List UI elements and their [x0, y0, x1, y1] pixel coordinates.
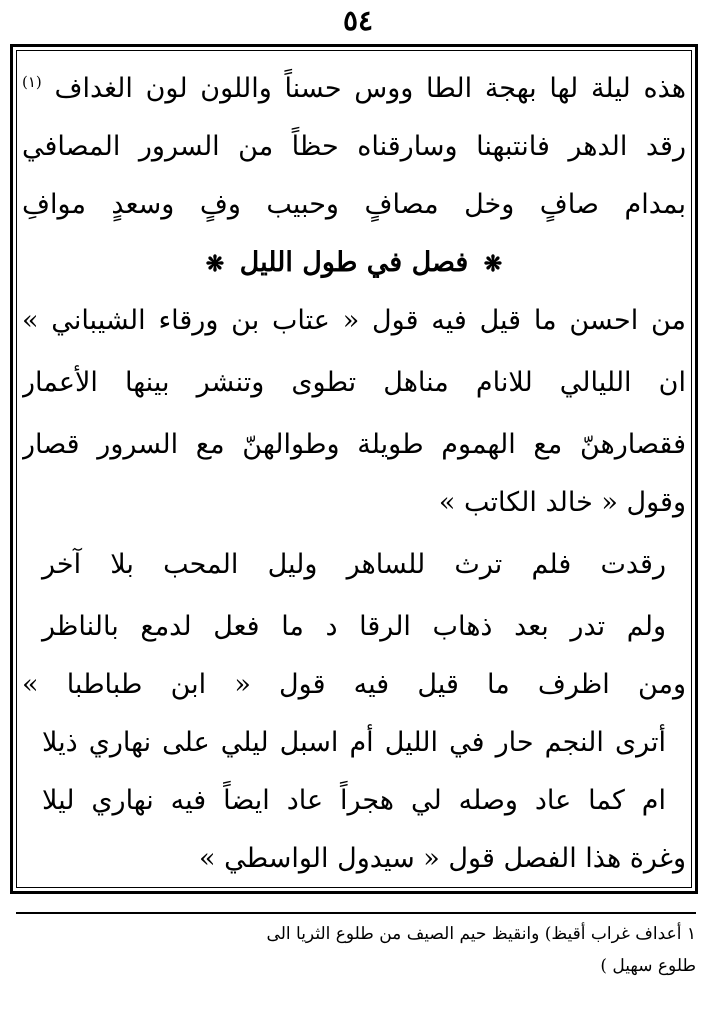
text-line: رقدت فلم ترث للساهر وليل المحب بلا آخر — [42, 549, 666, 580]
prose-line-11 — [22, 656, 686, 714]
section-heading — [22, 234, 686, 292]
text-line: بمدام صافٍ وخل مصافٍ وحبيب وفٍ وسعدٍ موافِ — [22, 189, 686, 220]
prose-line-8 — [22, 474, 686, 532]
heading-text: فصل في طول الليل — [239, 247, 469, 278]
text-line: وقول « خالد الكاتب » — [438, 487, 686, 518]
prose-line-14 — [22, 830, 686, 888]
prose-line-5 — [22, 292, 686, 350]
text-line: فقصارهنّ مع الهموم طويلة وطوالهنّ مع السرور قصار — [22, 429, 686, 460]
verse-line-9 — [22, 532, 686, 598]
text-line: وغرة هذا الفصل قول « سيدول الواسطي » — [198, 843, 686, 874]
ornament-icon: ❋ — [483, 251, 503, 277]
page-number: ٥٤ — [342, 4, 374, 37]
text-line: ومن اظرف ما قيل فيه قول « ابن طباطبا » — [22, 669, 686, 700]
footnote — [16, 912, 696, 982]
text-line: رقد الدهر فانتبهنا وسارقناه حظاً من السرور المصافي — [22, 131, 686, 162]
footnote-line-1: ١ أعداف غراب أقيظ) وانقيظ حيم الصيف من طلوع الثريا الى — [266, 924, 696, 944]
text-line: ام كما عاد وصله لي هجراً عاد ايضاً فيه نهاري ليلا — [42, 785, 666, 816]
verse-line-3 — [22, 176, 686, 234]
footnote-marker: (١) — [22, 73, 42, 91]
verse-line-12 — [22, 714, 686, 772]
footnote-line-2: طلوع سهيل ) — [600, 956, 696, 976]
verse-line-7 — [22, 416, 686, 474]
text-line: من احسن ما قيل فيه قول « عتاب بن ورقاء الشيباني » — [22, 305, 686, 336]
ornament-icon: ❋ — [205, 251, 225, 277]
text-line: ولم تدر بعد ذهاب الرقا د ما فعل لدمع بالناظر — [42, 611, 666, 642]
text-line: هذه ليلة لها بهجة الطا ووس حسناً واللون لون الغداف — [54, 73, 686, 104]
verse-line-2 — [22, 118, 686, 176]
text-body — [22, 60, 686, 888]
verse-line-1 — [22, 60, 686, 118]
verse-line-13 — [22, 772, 686, 830]
text-line: ان الليالي للانام مناهل تطوى وتنشر بينها الأعمار — [22, 367, 686, 398]
verse-line-10 — [22, 598, 686, 656]
text-line: أترى النجم حار في الليل أم اسبل ليلي على نهاري ذيلا — [42, 727, 666, 758]
verse-line-6 — [22, 350, 686, 416]
